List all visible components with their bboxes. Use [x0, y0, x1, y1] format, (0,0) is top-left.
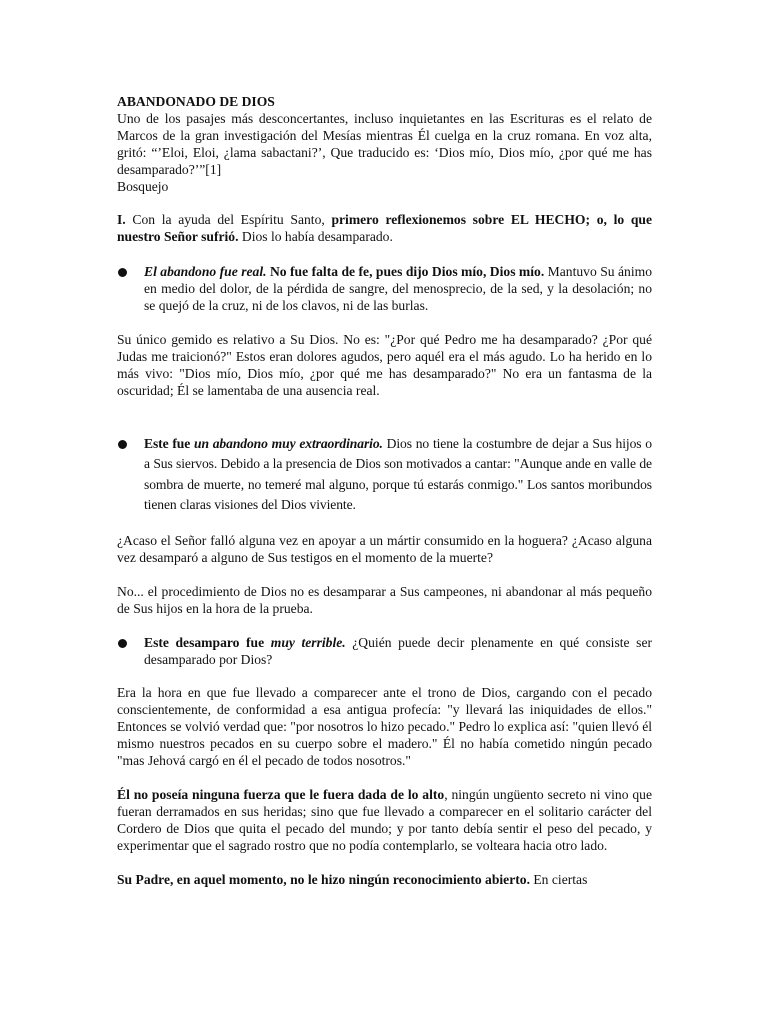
hora-paragraph: Era la hora en que fue llevado a comparecer ante el trono de Dios, cargando con el pecado conscientemente, de conformidad a esa antigua profecía: "y llevará las iniquidades de ellos." Entonces se volvió verdad que: "por nosotros lo hizo pecado." Pedro lo explica así: "quien llevó él mismo nuestros pecados en su cuerpo sobre el madero." Él no había cometido ningún pecado "mas Jehová cargó en él el pecado de todos nosotros." — [117, 685, 652, 769]
bullet-icon — [118, 639, 127, 648]
section-one-heading: primero reflexionemos sobre EL HECHO; o, lo que nuestro Señor sufrió. — [117, 212, 653, 245]
no-paragraph: No... el procedimiento de Dios no es desamparar a Sus campeones, ni abandonar al más pequeño de Sus hijos en la hora de la prueba. — [117, 583, 652, 616]
bullet-terrible-abandonment: Este desamparo fue muy terrible. ¿Quién puede decir plenamente en qué consiste ser desamparado por Dios? — [117, 635, 652, 669]
section-numeral: I. — [117, 212, 126, 228]
document-title: ABANDONADO DE DIOS — [117, 94, 275, 109]
section-one-paragraph: I. Con la ayuda del Espíritu Santo, primero reflexionemos sobre EL HECHO; o, lo que nuestro Señor sufrió. Dios lo había desamparado. — [117, 212, 653, 245]
fuerza-paragraph: Él no poseía ninguna fuerza que le fuera dada de lo alto, ningún ungüento secreto ni vino que fueran derramados en sus heridas; sino que fue llevado a comparecer en el solitario carácter del Cordero de Dios que quita el pecado del mundo; y por tanto debía sentir el peso del pecado, y experimentar que el sagrado rostro que no podía contemplarlo, se volteara hacia otro lado. — [117, 786, 652, 853]
document-body — [117, 94, 652, 888]
intro-paragraph: Uno de los pasajes más desconcertantes, incluso inquietantes en las Escrituras es el relato de Marcos de la gran investigación del Mesías mientras Él cuelga en la cruz romana. En voz alta, gritó: “’Eloi, Eloi, ¿lama sabactani?’, Que traducido es: ‘Dios mío, Dios mío, ¿por qué me has desamparado?’”[1] — [117, 110, 652, 177]
bullet-real-abandonment: El abandono fue real. No fue falta de fe, pues dijo Dios mío, Dios mío. Mantuvo Su ánimo en medio del dolor, de la pérdida de sangre, del menosprecio, de la sed, y la desolación; no se quejó de la cruz, ni de los clavos, ni de las burlas. — [117, 264, 652, 315]
padre-paragraph: Su Padre, en aquel momento, no le hizo ningún reconocimiento abierto. En ciertas — [117, 871, 588, 887]
bullet-icon — [118, 440, 127, 449]
bosquejo-label: Bosquejo — [117, 178, 169, 194]
bullet-extraordinary-abandonment: Este fue un abandono muy extraordinario. Dios no tiene la costumbre de dejar a Sus hijos o a Sus siervos. Debido a la presencia de Dios son motivados a cantar: "Aunque ande en valle de sombra de muerte, no temeré mal alguno, porque tú estarás conmigo." Los santos moribundos tienen claras visiones del Dios viviente. — [117, 434, 652, 516]
martir-paragraph: ¿Acaso el Señor falló alguna vez en apoyar a un mártir consumido en la hoguera? ¿Acaso alguna vez desamparó a alguno de Sus testigos en el momento de la muerte? — [117, 532, 652, 565]
gemido-paragraph: Su único gemido es relativo a Su Dios. No es: "¿Por qué Pedro me ha desamparado? ¿Por qué Judas me traicionó?" Estos eran dolores agudos, pero aquél era el más agudo. Lo ha herido en lo más vivo: "Dios mío, Dios mío, ¿por qué me has desamparado?" No era un fantasma de la oscuridad; Él se lamentaba de una ausencia real. — [117, 331, 652, 398]
bullet-icon — [118, 268, 127, 277]
